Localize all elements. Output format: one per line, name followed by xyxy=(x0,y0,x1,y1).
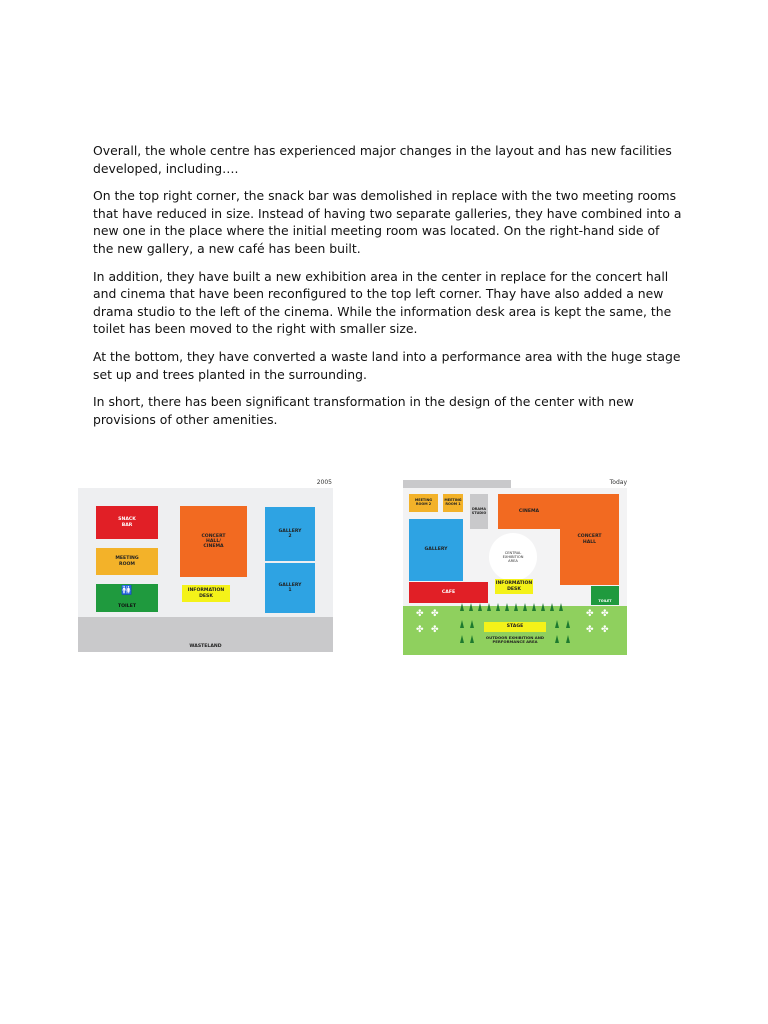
room-drama-studio: DRAMA STUDIO xyxy=(470,494,488,529)
room-gallery-1: GALLERY 1 xyxy=(265,563,315,613)
flower-icon: ✤ xyxy=(416,609,424,619)
tree-icon xyxy=(478,603,482,611)
flower-icon: ✤ xyxy=(431,625,439,635)
essay-text xyxy=(93,142,683,438)
tree-icon xyxy=(559,603,563,611)
room-toilet-today: TOILET xyxy=(591,586,619,605)
wasteland-label: WASTELAND xyxy=(189,644,222,650)
floor-plan-2005 xyxy=(78,478,334,654)
room-cafe: CAFE xyxy=(409,582,488,603)
tree-icon xyxy=(555,620,559,628)
room-gallery-2: GALLERY 2 xyxy=(265,507,315,561)
paragraph-overview: Overall, the whole centre has experienced major changes in the layout and has new facilities developed, including…. xyxy=(93,143,672,176)
tree-icon xyxy=(555,635,559,643)
tree-icon xyxy=(550,603,554,611)
stage: STAGE xyxy=(484,622,546,632)
tree-icon xyxy=(505,603,509,611)
room-toilet-label: TOILET xyxy=(118,603,136,609)
room-meeting: MEETING ROOM xyxy=(96,548,158,575)
toilet-icon: 🚻 xyxy=(121,586,133,596)
tree-icon xyxy=(460,603,464,611)
room-meeting-2: MEETING ROOM 2 xyxy=(409,494,438,512)
flower-icon: ✤ xyxy=(601,625,609,635)
tree-icon xyxy=(496,603,500,611)
room-gallery: GALLERY xyxy=(409,519,463,581)
tree-icon xyxy=(469,603,473,611)
tree-icon xyxy=(514,603,518,611)
outdoor-area-label: OUTDOOR EXHIBITION AND PERFORMANCE AREA xyxy=(485,634,545,644)
plan-today-top-bar xyxy=(403,480,511,488)
room-information-desk-today: INFORMATION DESK xyxy=(495,579,533,594)
room-concert-hall: CONCERT HALL xyxy=(560,494,619,585)
flower-icon: ✤ xyxy=(431,609,439,619)
flower-icon: ✤ xyxy=(586,609,594,619)
room-cinema: CINEMA xyxy=(498,494,560,529)
tree-icon xyxy=(532,603,536,611)
floor-plan-today xyxy=(403,478,629,658)
plan-today-year: Today xyxy=(609,479,627,486)
flower-icon: ✤ xyxy=(416,625,424,635)
room-snack-bar: SNACK BAR xyxy=(96,506,158,539)
tree-icon xyxy=(523,603,527,611)
tree-icon xyxy=(460,620,464,628)
tree-icon xyxy=(566,635,570,643)
tree-icon xyxy=(566,620,570,628)
central-exhibition-area: CENTRAL EXHIBITION AREA xyxy=(489,533,537,581)
room-meeting-1: MEETING ROOM 1 xyxy=(443,494,463,512)
tree-icon xyxy=(460,635,464,643)
paragraph-bottom: At the bottom, they have converted a waste land into a performance area with the huge stage set up and trees planted in the surrounding. xyxy=(93,348,681,382)
room-information-desk: INFORMATION DESK xyxy=(182,585,230,602)
room-toilet xyxy=(96,584,158,612)
tree-icon xyxy=(470,620,474,628)
tree-icon xyxy=(487,603,491,611)
room-concert-hall-cinema: CONCERT HALL/ CINEMA xyxy=(180,506,247,577)
paragraph-top-right: On the top right corner, the snack bar was demolished in replace with the two meeting rooms that have reduced in size. Instead of having two separate galleries, they have combined into a new one in the place where the initial meeting room was located. On the right-hand side of the new gallery, a new café has been built. xyxy=(93,188,682,256)
paragraph-center: In addition, they have built a new exhibition area in the center in replace for the concert hall and cinema that have been reconfigured to the top left corner. Thay have also added a new drama studio to the left of the cinema. While the information desk area is kept the same, the toilet has been moved to the right with smaller size. xyxy=(93,268,672,337)
tree-icon xyxy=(541,603,545,611)
tree-icon xyxy=(470,635,474,643)
paragraph-conclusion: In short, there has been significant transformation in the design of the center with new provisions of other amenities. xyxy=(93,394,634,427)
plan-2005-year: 2005 xyxy=(316,479,332,486)
flower-icon: ✤ xyxy=(601,609,609,619)
flower-icon: ✤ xyxy=(586,625,594,635)
